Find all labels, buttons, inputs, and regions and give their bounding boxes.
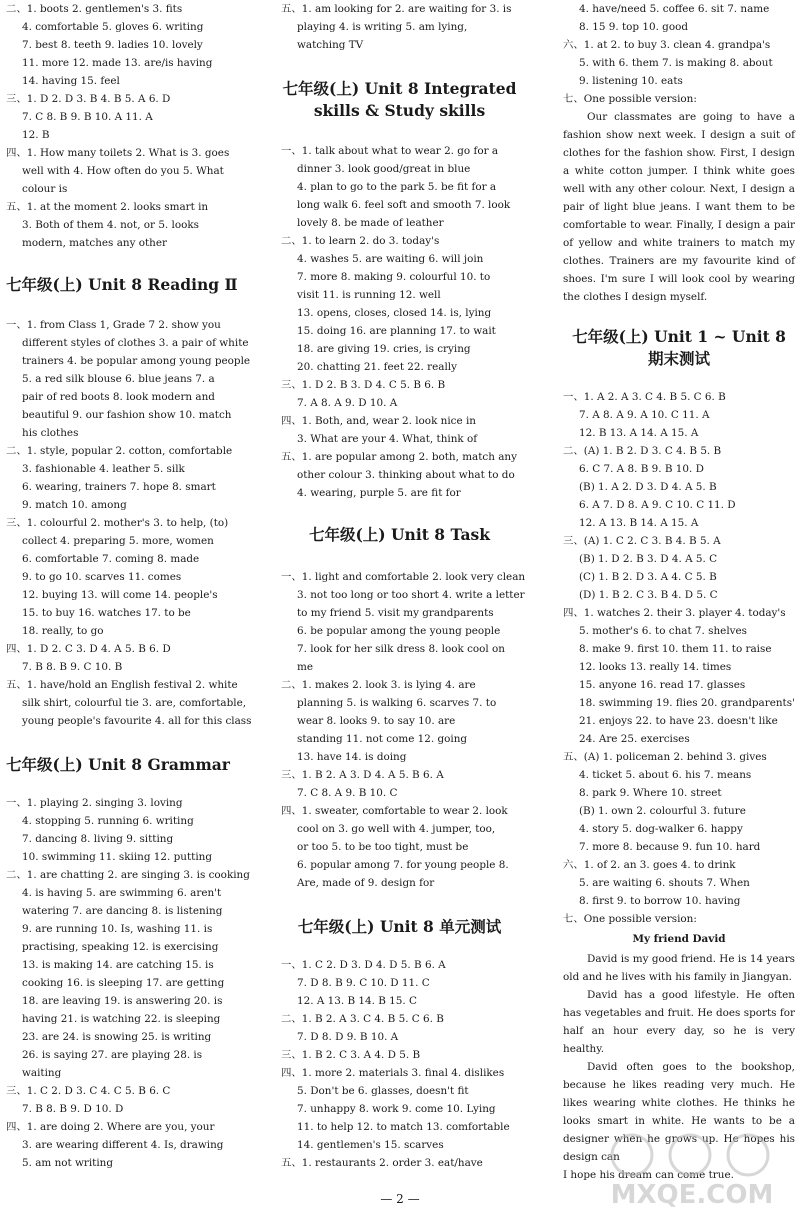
answer-line: 7. C 8. B 9. B 10. A 11. A <box>22 111 153 123</box>
answer-line: 7. more 8. because 9. fun 10. hard <box>579 841 761 853</box>
column-right <box>563 0 795 1184</box>
grammar-answers <box>6 794 250 1172</box>
answer-line: 11. more 12. made 13. are/is having <box>22 57 213 69</box>
answer-line: well with 4. How often do you 5. What <box>22 165 224 177</box>
answer-line: 4. have/need 5. coffee 6. sit 7. name <box>579 3 770 15</box>
answer-line: (C) 1. B 2. D 3. A 4. C 5. B <box>579 571 717 583</box>
answer-line: 一、1. A 2. A 3. C 4. B 5. C 6. B <box>563 391 726 403</box>
answer-line: 13. have 14. is doing <box>297 751 407 763</box>
answer-line: 21. enjoys 22. to have 23. doesn't like <box>579 715 778 727</box>
answer-line: 18. are giving 19. cries, is crying <box>297 343 471 355</box>
answer-line: young people's favourite 4. all for this class <box>22 715 252 727</box>
answer-line: cooking 16. is sleeping 17. are getting <box>22 977 225 989</box>
sample-essay-fashion-show: Our classmates are going to have a fashion show next week. I design a suit of clothes for the fashion show. First, I design a white cotton jumper. I think white goes well with any other colour. Next, I design a pair of light blue jeans. I want them to be comfortable to wear. Finally, I design a pair of yellow and white trainers to match my clothes. Trainers are my favourite kind of shoes. I'm sure I will look cool by wearing the clothes I design myself. <box>563 111 795 303</box>
grammar-continued-answers <box>281 0 518 54</box>
answer-line: (D) 1. B 2. C 3. B 4. D 5. C <box>579 589 718 601</box>
answer-line: colour is <box>22 183 68 195</box>
integrated-skills-answers <box>281 142 518 502</box>
answer-line: 8. 15 9. top 10. good <box>579 21 688 33</box>
answer-line: 七、One possible version: <box>563 913 697 925</box>
answer-line: 6. wearing, trainers 7. hope 8. smart <box>22 481 216 493</box>
answer-line: 15. doing 16. are planning 17. to wait <box>297 325 496 337</box>
answer-line: 七、One possible version: <box>563 93 697 105</box>
answer-line: 五、1. am looking for 2. are waiting for 3. is <box>281 3 512 15</box>
watermark-text: MXQE.COM <box>610 1180 774 1210</box>
answer-line: lovely 8. be made of leather <box>297 217 444 229</box>
section-heading-final-1: 七年级(上) Unit 1 ~ Unit 8 <box>572 327 786 346</box>
essay-paragraph-3: David often goes to the bookshop, because he likes reading very much. He likes wearing white clothes. He thinks he looks smart in white. He wants to be a designer when he grows up. He hopes his design can <box>563 1061 795 1163</box>
answer-line: 一、1. light and comfortable 2. look very clean <box>281 571 526 583</box>
answer-line: 18. are leaving 19. is answering 20. is <box>22 995 223 1007</box>
answer-line: 4. washes 5. are waiting 6. will join <box>297 253 484 265</box>
answer-line: 二、1. makes 2. look 3. is lying 4. are <box>281 679 476 691</box>
section-heading-reading-2: 七年级(上) Unit 8 Reading Ⅱ <box>6 275 238 294</box>
answer-line: 14. having 15. feel <box>22 75 120 87</box>
answer-line: 5. a red silk blouse 6. blue jeans 7. a <box>22 373 215 385</box>
answer-line: dinner 3. look good/great in blue <box>297 163 471 175</box>
final-test-answers <box>563 388 795 928</box>
answer-line: 18. swimming 19. flies 20. grandparents' <box>579 697 795 709</box>
answer-line: 三、1. colourful 2. mother's 3. to help, (to) <box>6 517 229 529</box>
unit8-continued-answers <box>6 0 244 252</box>
answer-line: 18. really, to go <box>22 625 104 637</box>
answer-line: 6. C 7. A 8. B 9. B 10. D <box>579 463 704 475</box>
answer-line: to my friend 5. visit my grandparents <box>297 607 494 619</box>
section-heading-final-2: 期末测试 <box>647 349 710 368</box>
answer-line: 3. are wearing different 4. Is, drawing <box>22 1139 224 1151</box>
answer-line: having 21. is watching 22. is sleeping <box>22 1013 221 1025</box>
answer-line: playing 4. is writing 5. am lying, <box>297 21 468 33</box>
answer-line: 五、(A) 1. policeman 2. behind 3. gives <box>563 751 767 763</box>
answer-line: 3. Both of them 4. not, or 5. looks <box>22 219 200 231</box>
essay-paragraph-1: David is my good friend. He is 14 years old and he lives with his family in Jiangyan. <box>563 953 795 983</box>
answer-line: 7. A 8. A 9. A 10. C 11. A <box>579 409 710 421</box>
answer-line: 5. Don't be 6. glasses, doesn't fit <box>297 1085 469 1097</box>
answer-line: 一、1. from Class 1, Grade 7 2. show you <box>6 319 221 331</box>
section-heading-task: 七年级(上) Unit 8 Task <box>308 525 491 544</box>
answer-line: 三、1. C 2. D 3. C 4. C 5. B 6. C <box>6 1085 171 1097</box>
unit-test-answers <box>281 956 518 1172</box>
section-heading-unit-test: 七年级(上) Unit 8 单元测试 <box>297 917 502 936</box>
answer-line: 26. is saying 27. are playing 28. is <box>22 1049 203 1061</box>
answer-line: beautiful 9. our fashion show 10. match <box>22 409 232 421</box>
answer-line: 8. park 9. Where 10. street <box>579 787 722 799</box>
answer-line: Are, made of 9. design for <box>297 877 435 889</box>
answer-line: 12. A 13. B 14. A 15. A <box>579 517 699 529</box>
answer-line: 6. be popular among the young people <box>297 625 501 637</box>
answer-line: collect 4. preparing 5. more, women <box>22 535 214 547</box>
answer-line: or too 5. to be too tight, must be <box>297 841 469 853</box>
answer-line: 二、(A) 1. B 2. D 3. C 4. B 5. B <box>563 445 722 457</box>
answer-line: 8. first 9. to borrow 10. having <box>579 895 741 907</box>
answer-line: 4. comfortable 5. gloves 6. writing <box>22 21 204 33</box>
answer-line: 四、1. are doing 2. Where are you, your <box>6 1121 215 1133</box>
answer-line: 5. mother's 6. to chat 7. shelves <box>579 625 748 637</box>
answer-line: 四、1. Both, and, wear 2. look nice in <box>281 415 476 427</box>
answer-line: 7. A 8. A 9. D 10. A <box>297 397 398 409</box>
answer-line: 13. opens, closes, closed 14. is, lying <box>297 307 492 319</box>
answer-line: 12. B <box>22 129 50 141</box>
answer-line: 7. unhappy 8. work 9. come 10. Lying <box>297 1103 496 1115</box>
answer-line: 14. gentlemen's 15. scarves <box>297 1139 444 1151</box>
answer-line: 3. not too long or too short 4. write a letter <box>297 589 525 601</box>
answer-line: 4. wearing, purple 5. are fit for <box>297 487 461 499</box>
answer-line: 9. match 10. among <box>22 499 127 511</box>
answer-line: 四、1. sweater, comfortable to wear 2. look <box>281 805 508 817</box>
task-answers <box>281 568 526 892</box>
answer-line: 12. looks 13. really 14. times <box>579 661 732 673</box>
answer-line: 9. to go 10. scarves 11. comes <box>22 571 182 583</box>
answer-line: wear 8. looks 9. to say 10. are <box>297 715 456 727</box>
answer-line: 5. with 6. them 7. is making 8. about <box>579 57 773 69</box>
unit-test-continued-answers <box>563 0 795 108</box>
answer-line: 4. is having 5. are swimming 6. aren't <box>22 887 222 899</box>
answer-line: 6. popular among 7. for young people 8. <box>297 859 509 871</box>
answer-line: 6. comfortable 7. coming 8. made <box>22 553 200 565</box>
answer-line: watering 7. are dancing 8. is listening <box>22 905 223 917</box>
answer-line: 12. A 13. B 14. B 15. C <box>297 995 417 1007</box>
answer-line: his clothes <box>22 427 79 439</box>
answer-line: different styles of clothes 3. a pair of white <box>22 337 249 349</box>
answer-line: 3. What are your 4. What, think of <box>297 433 478 445</box>
answer-line: 20. chatting 21. feet 22. really <box>297 361 457 373</box>
answer-line: waiting <box>22 1067 62 1079</box>
essay-title: My friend David <box>632 933 726 945</box>
answer-line: cool on 3. go well with 4. jumper, too, <box>297 823 496 835</box>
answer-line: me <box>297 661 314 673</box>
answer-line: 三、1. B 2. C 3. A 4. D 5. B <box>281 1049 421 1061</box>
reading-2-answers <box>6 316 252 730</box>
answer-line: 二、1. are chatting 2. are singing 3. is cooking <box>6 869 250 881</box>
answer-line: visit 11. is running 12. well <box>297 289 441 301</box>
answer-line: 一、1. talk about what to wear 2. go for a <box>281 145 499 157</box>
answer-line: 三、1. D 2. B 3. D 4. C 5. B 6. B <box>281 379 446 391</box>
answer-line: planning 5. is walking 6. scarves 7. to <box>297 697 497 709</box>
answer-line: 7. D 8. B 9. C 10. D 11. C <box>297 977 430 989</box>
answer-line: 23. are 24. is snowing 25. is writing <box>22 1031 212 1043</box>
answer-line: 7. look for her silk dress 8. look cool on <box>297 643 506 655</box>
column-left <box>6 0 252 1172</box>
answer-line: 4. ticket 5. about 6. his 7. means <box>579 769 752 781</box>
answer-line: 12. B 13. A 14. A 15. A <box>579 427 699 439</box>
answer-line: 12. buying 13. will come 14. people's <box>22 589 218 601</box>
answer-line: 15. anyone 16. read 17. glasses <box>579 679 746 691</box>
answer-line: 7. best 8. teeth 9. ladies 10. lovely <box>22 39 203 51</box>
answer-line: 8. make 9. first 10. them 11. to raise <box>579 643 772 655</box>
answer-line: 五、1. restaurants 2. order 3. eat/have <box>281 1157 483 1169</box>
answer-line: 三、(A) 1. C 2. C 3. B 4. B 5. A <box>563 535 721 547</box>
answer-line: 7. B 8. B 9. C 10. B <box>22 661 123 673</box>
section-heading-integrated-1: 七年级(上) Unit 8 Integrated <box>282 79 517 98</box>
answer-line: 四、1. watches 2. their 3. player 4. today's <box>563 607 786 619</box>
answer-line: 一、1. C 2. D 3. D 4. D 5. B 6. A <box>281 959 446 971</box>
essay-paragraph-4: I hope his dream can come true. <box>563 1169 734 1181</box>
answer-line: 二、1. to learn 2. do 3. today's <box>281 235 440 247</box>
answer-line: (B) 1. own 2. colourful 3. future <box>579 805 746 817</box>
answer-line: trainers 4. be popular among young people <box>22 355 251 367</box>
answer-line: 4. plan to go to the park 5. be fit for a <box>297 181 497 193</box>
answer-line: 三、1. B 2. A 3. D 4. A 5. B 6. A <box>281 769 444 781</box>
answer-line: 13. is making 14. are catching 15. is <box>22 959 214 971</box>
answer-line: standing 11. not come 12. going <box>297 733 468 745</box>
answer-line: 4. stopping 5. running 6. writing <box>22 815 194 827</box>
answer-line: 3. fashionable 4. leather 5. silk <box>22 463 185 475</box>
answer-line: 五、1. are popular among 2. both, match any <box>281 451 517 463</box>
answer-line: watching TV <box>297 39 364 51</box>
answer-line: 四、1. D 2. C 3. D 4. A 5. B 6. D <box>6 643 171 655</box>
answer-line: modern, matches any other <box>22 237 167 249</box>
answer-line: (B) 1. D 2. B 3. D 4. A 5. C <box>579 553 718 565</box>
answer-line: 6. A 7. D 8. A 9. C 10. C 11. D <box>579 499 736 511</box>
answer-line: 24. Are 25. exercises <box>579 733 690 745</box>
answer-line: 7. B 8. B 9. D 10. D <box>22 1103 124 1115</box>
answer-line: 11. to help 12. to match 13. comfortable <box>297 1121 510 1133</box>
answer-line: 六、1. at 2. to buy 3. clean 4. grandpa's <box>563 39 771 51</box>
answer-line: 一、1. playing 2. singing 3. loving <box>6 797 183 809</box>
answer-line: 五、1. at the moment 2. looks smart in <box>6 201 209 213</box>
answer-line: 三、1. D 2. D 3. B 4. B 5. A 6. D <box>6 93 171 105</box>
answer-line: (B) 1. A 2. D 3. D 4. A 5. B <box>579 481 717 493</box>
answer-line: long walk 6. feel soft and smooth 7. look <box>297 199 511 211</box>
answer-line: 4. story 5. dog-walker 6. happy <box>579 823 743 835</box>
answer-line: silk shirt, colourful tie 3. are, comfortable, <box>22 697 247 709</box>
answer-line: 5. am not writing <box>22 1157 114 1169</box>
answer-line: 六、1. of 2. an 3. goes 4. to drink <box>563 859 736 871</box>
answer-line: 7. more 8. making 9. colourful 10. to <box>297 271 491 283</box>
answer-line: 7. D 8. D 9. B 10. A <box>297 1031 399 1043</box>
section-heading-integrated-2: skills & Study skills <box>313 101 486 120</box>
essay-paragraph-2: David has a good lifestyle. He often has vegetables and fruit. He does sports for half an hour every day, so he is very healthy. <box>563 989 795 1055</box>
answer-line: 四、1. How many toilets 2. What is 3. goes <box>6 147 230 159</box>
answer-line: 四、1. more 2. materials 3. final 4. dislikes <box>281 1067 505 1079</box>
answer-line: 五、1. have/hold an English festival 2. white <box>6 679 238 691</box>
column-middle <box>281 0 526 1172</box>
answer-line: 5. are waiting 6. shouts 7. When <box>579 877 750 889</box>
answer-line: 二、1. style, popular 2. cotton, comfortable <box>6 445 233 457</box>
answer-line: practising, speaking 12. is exercising <box>22 941 219 953</box>
answer-line: 二、1. B 2. A 3. C 4. B 5. C 6. B <box>281 1013 444 1025</box>
answer-line: pair of red boots 8. look modern and <box>22 391 215 403</box>
answer-line: 7. C 8. A 9. B 10. C <box>297 787 398 799</box>
answer-line: 二、1. boots 2. gentlemen's 3. fits <box>6 3 183 15</box>
answer-line: 15. to buy 16. watches 17. to be <box>22 607 191 619</box>
answer-line: 10. swimming 11. skiing 12. putting <box>22 851 212 863</box>
answer-line: 9. are running 10. Is, washing 11. is <box>22 923 213 935</box>
answer-line: other colour 3. thinking about what to do <box>297 469 515 481</box>
answer-line: 9. listening 10. eats <box>579 75 683 87</box>
answer-line: 7. dancing 8. living 9. sitting <box>22 833 174 845</box>
page-number: — 2 — <box>380 1192 420 1206</box>
section-heading-grammar: 七年级(上) Unit 8 Grammar <box>6 755 230 774</box>
